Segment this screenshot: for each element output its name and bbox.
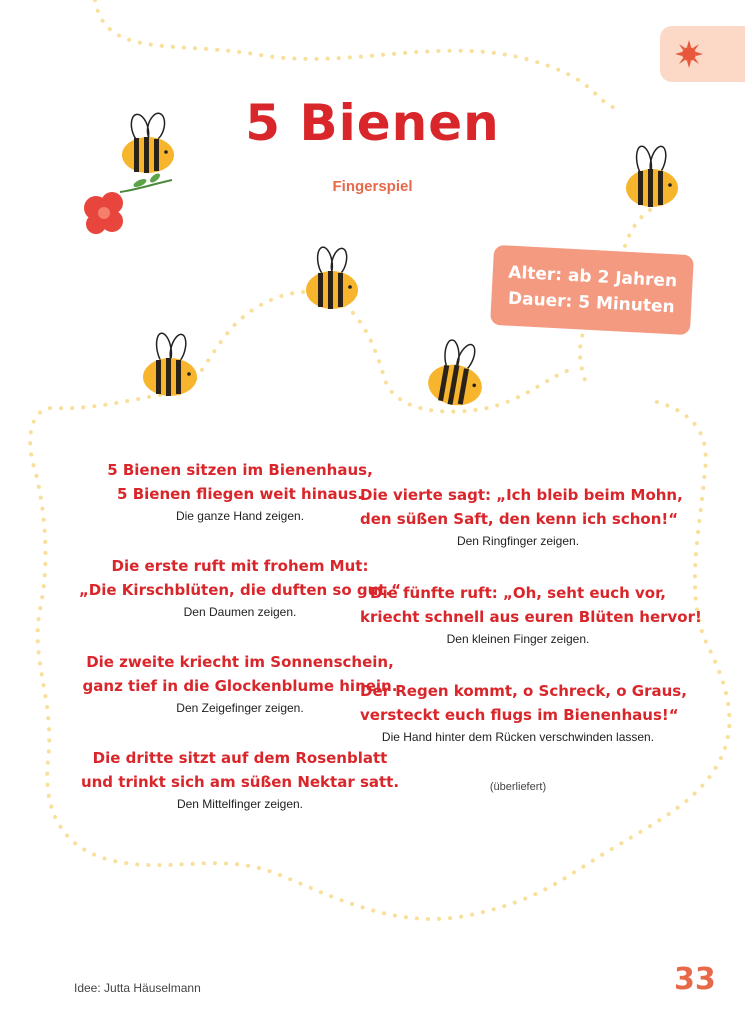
page-number: 33	[674, 962, 716, 997]
verse-line: Die vierte sagt: „Ich bleib beim Mohn,	[360, 486, 683, 504]
instruction-note: Die Hand hinter dem Rücken verschwinden lassen.	[381, 730, 655, 744]
verse-line: Die fünfte ruft: „Oh, seht euch vor,	[370, 584, 666, 602]
age-info: Alter: ab 2 Jahren	[507, 262, 678, 292]
stanza	[360, 483, 683, 581]
duration-info: Dauer: 5 Minuten	[507, 288, 676, 318]
page-title: 5 Bienen	[245, 94, 500, 152]
bee-icon	[425, 336, 489, 409]
bee-icon	[143, 332, 197, 396]
verse-line: Der Regen kommt, o Schreck, o Graus,	[360, 682, 687, 700]
sun-icon	[674, 39, 704, 69]
page-subtitle: Fingerspiel	[332, 178, 413, 195]
poem-right-column	[360, 483, 702, 793]
verse-line: kriecht schnell aus euren Blüten hervor!	[360, 608, 702, 626]
verse-line: den süßen Saft, den kenn ich schon!“	[360, 510, 679, 528]
verse-line: „Die Kirschblüten, die duften so gut.“	[78, 581, 402, 599]
verse-line: 5 Bienen sitzen im Bienenhaus,	[107, 461, 373, 479]
credit-line: Idee: Jutta Häuselmann	[74, 981, 201, 995]
bee-icon	[626, 145, 678, 207]
instruction-note: Den Ringfinger zeigen.	[456, 534, 580, 548]
instruction-note: Die ganze Hand zeigen.	[175, 509, 305, 523]
verse-line: ganz tief in die Glockenblume hinein.	[82, 677, 398, 695]
verse-line: Die zweite kriecht im Sonnenschein,	[86, 653, 394, 671]
verse-line: Die dritte sitzt auf dem Rosenblatt	[92, 749, 388, 767]
verse-line: versteckt euch flugs im Bienenhaus!“	[360, 706, 679, 724]
stanza	[360, 581, 702, 679]
bee-icon	[306, 246, 358, 309]
verse-line: 5 Bienen fliegen weit hinaus.	[117, 485, 363, 503]
instruction-note: Den kleinen Finger zeigen.	[446, 632, 590, 646]
info-box	[490, 245, 694, 335]
instruction-note: Den Zeigefinger zeigen.	[176, 701, 304, 715]
verse-line: Die erste ruft mit frohem Mut:	[111, 557, 369, 575]
instruction-note: Den Daumen zeigen.	[183, 605, 297, 619]
instruction-note: Den Mittelfinger zeigen.	[176, 797, 304, 811]
verse-line: und trinkt sich am süßen Nektar satt.	[80, 773, 400, 791]
source-note: (überliefert)	[489, 781, 547, 793]
corner-tab	[660, 26, 745, 82]
stanza	[360, 679, 687, 777]
